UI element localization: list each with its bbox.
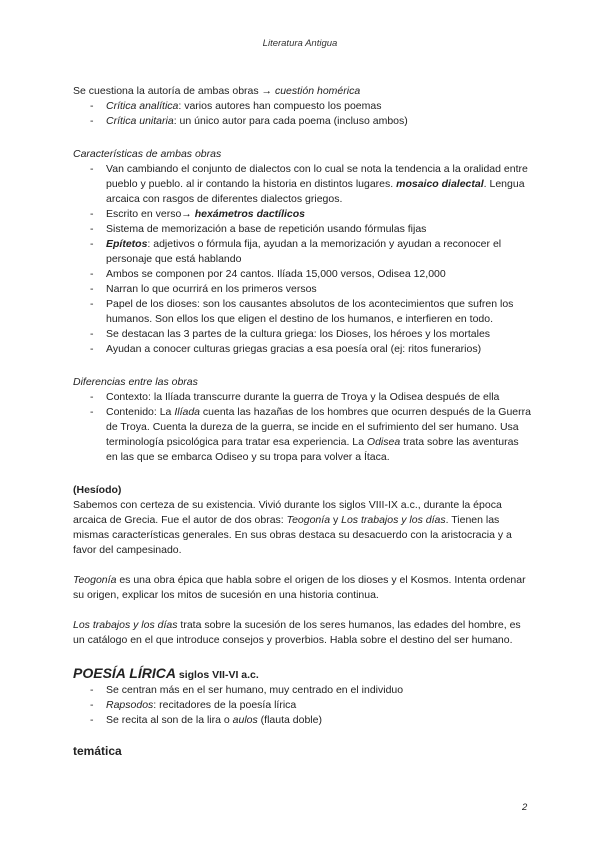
list-item: - Se destacan las 3 partes de la cultura griega: los Dioses, los héroes y los mortales [73,327,533,342]
section-title-caracteristicas: Características de ambas obras [73,148,222,160]
lirica-list [73,683,533,728]
intro-text: Se cuestiona la autoría de ambas obras → [73,85,275,97]
list-item: - Van cambiando el conjunto de dialectos con lo cual se nota la tendencia a la oralidad entre pueblo y pueblo. al ir contando la historia en distintos lugares. mosaico dialectal. Lengua arcaica con rasgos de diferentes dialectos griegos. [73,162,533,207]
tematica-heading: temática [73,744,122,758]
hesiodo-title: (Hesíodo) [73,484,122,496]
list-item: - Ayudan a conocer culturas griegas gracias a esa poesía oral (ej: ritos funerarios) [73,342,533,357]
term-text: : un único autor para cada poema (incluso ambos) [173,115,408,127]
list-item: - Rapsodos: recitadores de la poesía lírica [73,698,533,713]
intro-list [73,99,533,129]
term: Crítica unitaria [106,115,174,127]
list-item: - Se centran más en el ser humano, muy centrado en el individuo [73,683,533,698]
page-number: 2 [522,802,528,813]
list-item: - Contenido: La Ilíada cuenta las hazañas de los hombres que ocurren después de la Guerra de Troya. Cuenta la dureza de la guerra, se incide en el sufrimiento del ser humano. Usa terminología psicológica para tratar esa experiencia. La Odisea trata sobre las aventuras en las que se embarca Odiseo y su tropa para volver a Ítaca. [73,405,533,465]
list-item: - Se recita al son de la lira o aulos (flauta doble) [73,713,533,728]
hesiodo-paragraph-3: Los trabajos y los días trata sobre la sucesión de los seres humanos, las edades del hombre, es un catálogo en el que introduce consejos y proverbios. Habla sobre el destino del ser humano. [73,619,521,646]
lirica-heading: POESÍA LÍRICA siglos VII-VI a.c. [73,665,259,681]
list-item: - Narran lo que ocurrirá en los primeros versos [73,282,533,297]
list-item [73,114,533,129]
caracteristicas-list [73,162,533,357]
diferencias-list [73,390,533,465]
list-item: - Ambos se componen por 24 cantos. Ilíada 15,000 versos, Odisea 12,000 [73,267,533,282]
term-text: : varios autores han compuesto los poemas [178,100,382,112]
intro-term: cuestión homérica [274,85,361,97]
list-item: - Sistema de memorización a base de repetición usando fórmulas fijas [73,222,533,237]
list-item [73,99,533,114]
section-title-diferencias: Diferencias entre las obras [73,376,198,388]
list-item: - Escrito en verso→ hexámetros dactílicos [73,207,533,222]
hesiodo-paragraph-1: Sabemos con certeza de su existencia. Vivió durante los siglos VIII-IX a.c., durante la época arcaica de Grecia. Fue el autor de dos obras: Teogonía y Los trabajos y los días. Tienen las mismas características generales. En sus obras destaca su desacuerdo con la aristocracia y a favor del campesinado. [73,499,512,556]
hesiodo-paragraph-2: Teogonía es una obra épica que habla sobre el origen de los dioses y el Kosmos. Intenta ordenar su origen, explicar los mitos de sucesión en una historia continua. [73,574,526,601]
intro-line [73,84,533,99]
term: Crítica analítica [106,100,179,112]
page-content [73,84,533,759]
list-item: - Contexto: la Ilíada transcurre durante la guerra de Troya y la Odisea después de ella [73,390,533,405]
list-item: - Epítetos: adjetivos o fórmula fija, ayudan a la memorización y ayudan a reconocer el personaje que está hablando [73,237,533,267]
list-item: - Papel de los dioses: son los causantes absolutos de los acontecimientos que sufren los humanos. Son ellos los que eligen el destino de los humanos, e interfieren en todo. [73,297,533,327]
running-header: Literatura Antigua [262,38,338,49]
